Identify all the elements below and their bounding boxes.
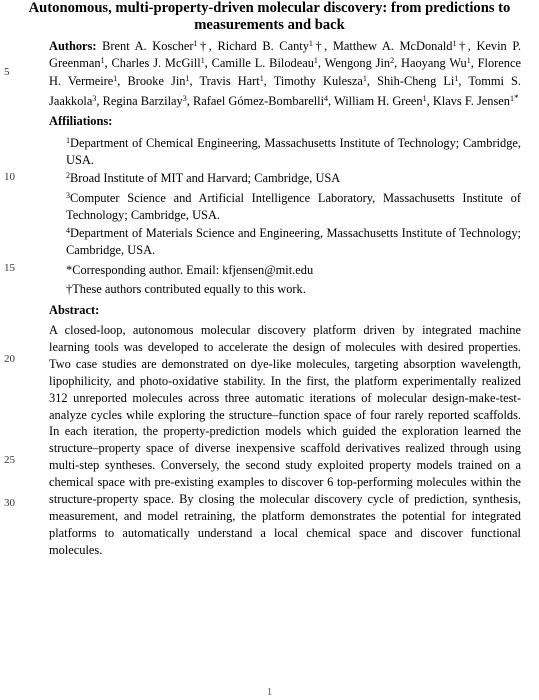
line-number: 15 [4,262,15,274]
author-affiliation-marker: 2 [390,56,395,66]
author-name: William H. Green$^1$ [334,94,427,109]
affiliation-3 [66,190,521,224]
author-name: Haoyang Wu$^1$ [401,56,471,71]
author-affiliation-marker: 3 [182,94,187,104]
line-number: 20 [4,353,15,365]
affiliation-marker: 2 [66,171,70,180]
author-affiliation-marker: 1 [259,73,264,83]
author-name: Brent A. Koscher$^1$† [102,39,209,53]
author-name: Florence H. Vermeire$^1$ [49,56,521,88]
author-note-marker: † [456,39,468,53]
author-affiliation-marker: 1 [200,56,205,66]
author-affiliation-marker: 3 [92,94,97,104]
line-number: 25 [4,454,15,466]
affiliations-heading: Affiliations: [49,114,113,128]
author-names: Brent A. Koscher$^1$†, Richard B. Canty$^1$†, Matthew A. McDonald$^1$†, Kevin P. Greenman$^1$, Charles J. McGill$^1$, Camille L. Bilodeau$^1$, Wengong Jin$^2$, Haoyang Wu$^1$, Florence H. Vermeire$^1$, Brooke Jin$^1$, Travis Hart$^1$, Timothy Kulesza$^1$, Shih-Cheng Li$^1$, Tommi S. Jaakkola$^3$, Regina Barzilay$^3$, Rafael Gómez-Bombarelli$^4$, William H. Green$^1$, Klavs F. Jensen$^{1*}$ [49,39,521,109]
author-name: Richard B. Canty$^1$† [217,39,325,53]
author-name: Brooke Jin$^1$ [127,73,190,88]
affiliation-text: Department of Chemical Engineering, Massachusetts Institute of Technology; Cambridge, USA. [66,136,521,167]
author-affiliation-marker: 1 [422,94,427,104]
author-note-marker: * [513,93,519,104]
affiliation-text: Broad Institute of MIT and Harvard; Cambridge, USA [70,171,341,185]
author-name: Wengong Jin$^2$ [324,56,395,71]
author-affiliation-marker: 1 [313,56,318,66]
author-name: Rafael Gómez-Bombarelli$^4$ [192,94,329,109]
author-name: Tommi S. Jaakkola$^3$ [49,73,521,109]
author-affiliation-marker: 1 [509,94,514,104]
affiliation-4 [66,225,521,259]
author-name: Travis Hart$^1$ [199,73,264,88]
equal-contribution-note: †These authors contributed equally to this work. [66,282,306,296]
line-number: 10 [4,171,15,183]
author-name: Camille L. Bilodeau$^1$ [211,56,318,71]
author-name: Charles J. McGill$^1$ [111,56,205,71]
authors-label: Authors: [49,39,97,53]
author-name: Regina Barzilay$^3$ [102,94,187,109]
author-affiliation-marker: 1 [308,39,313,48]
affiliation-marker: 1 [66,136,70,145]
author-note-marker: † [197,39,209,53]
affiliation-marker: 3 [66,191,70,200]
author-name: Klavs F. Jensen$^{1*}$ [432,93,519,109]
author-affiliation-marker: 4 [324,94,329,104]
author-name: Kevin P. Greenman$^1$ [49,39,521,71]
abstract-text: A closed-loop, autonomous molecular discovery platform driven by integrated machine learning tools was developed to accelerate the design of molecules with desired properties. Two case studies are demonstrated on dye-like molecules, targeting absorption wavelength, lipophilicity, and photo-oxidative stability. In the first, the platform experimentally realized 312 unreported molecules across three automatic iterations of molecular design-make-test-analyze cycles while exploring the structure–function space of four rarely reported scaffolds. In each iteration, the property-prediction models which guided the exploration learned the structure–property space of diverse inexpensive scaffold derivatives realized through using multi-step syntheses. Conversely, the second study exploited property models trained on a chemical space with pre-existing examples to discover 6 top-performing molecules within the structure-property space. By closing the molecular discovery cycle of prediction, synthesis, measurement, and model retraining, the platform demonstrates the potential for integrated platforms to automatically understand a local chemical space and discover functional molecules. [49,323,521,557]
author-affiliation-marker: 1 [466,56,471,66]
affiliation-1 [66,135,521,169]
page-number: 1 [266,686,273,698]
affiliation-2 [66,170,521,187]
line-number: 5 [4,66,10,78]
affiliation-text: Computer Science and Artificial Intelligence Laboratory, Massachusetts Institute of Technology; Cambridge, USA. [66,191,521,222]
author-name: Matthew A. McDonald$^1$† [332,39,468,53]
affiliation-text: Department of Materials Science and Engineering, Massachusetts Institute of Technology; Cambridge, USA. [66,226,521,257]
author-affiliation-marker: 1 [193,39,198,48]
author-note-marker: † [312,39,325,53]
author-list [49,38,521,111]
author-affiliation-marker: 1 [452,39,457,48]
author-affiliation-marker: 1 [362,73,367,83]
corresponding-author: *Corresponding author. Email: kfjensen@mit.edu [66,263,314,277]
line-number: 30 [4,497,15,509]
author-affiliation-marker: 1 [100,56,105,66]
author-affiliation-marker: 1 [454,73,459,83]
author-name: Shih-Cheng Li$^1$ [377,73,459,88]
author-name: Timothy Kulesza$^1$ [273,73,367,88]
paper-title: Autonomous, multi-property-driven molecular discovery: from predictions to measurements and back [28,0,511,33]
abstract-heading: Abstract: [49,303,100,317]
affiliation-marker: 4 [66,226,70,235]
author-affiliation-marker: 1 [113,73,118,83]
author-affiliation-marker: 1 [185,73,190,83]
